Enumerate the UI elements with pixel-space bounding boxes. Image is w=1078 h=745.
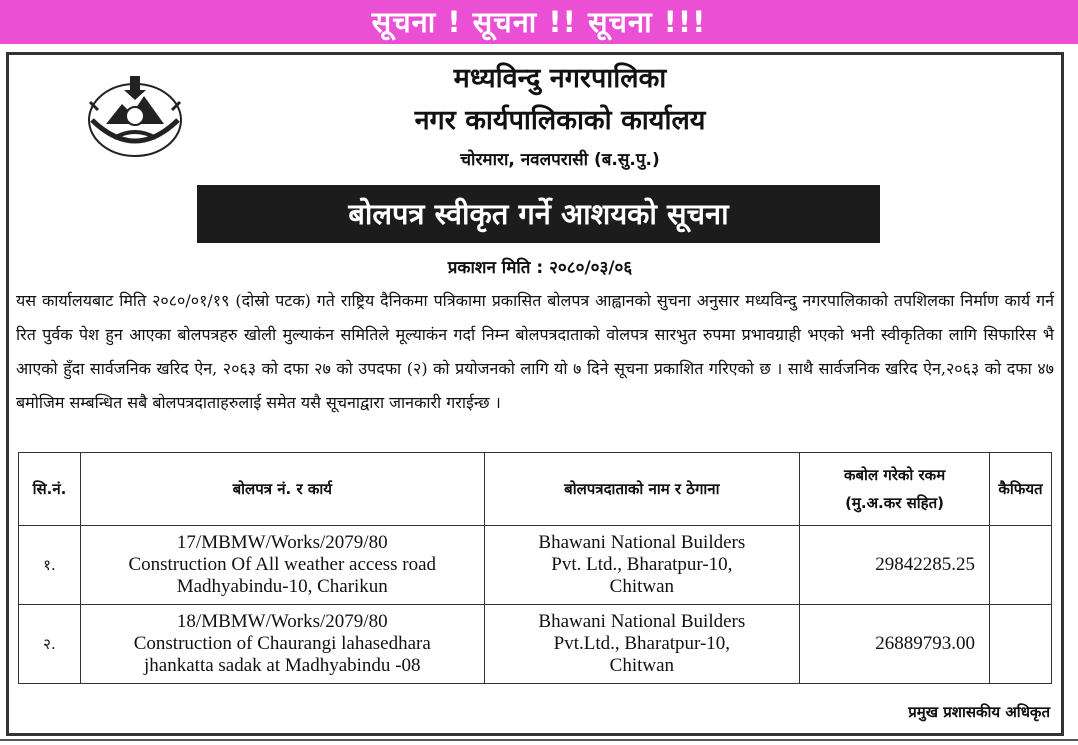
publish-date: प्रकाशन मिति : २०८०/०३/०६ bbox=[447, 258, 633, 278]
row-work bbox=[80, 605, 484, 684]
row-remarks bbox=[990, 526, 1052, 605]
notice-body: यस कार्यालयबाट मिति २०८०/०१/१९ (दोस्रो पटक) गते राष्ट्रिय दैनिकमा पत्रिकामा प्रकासित बोलपत्र आह्वानको सुचना अनुसार मध्यविन्दु नगरपालिकाको तपशिलका निर्माण कार्य गर्न रित पुर्वक पेश हुन आएका बोलपत्रहरु खोली मुल्याकंन समितिले मूल्याकंन गर्दा निम्न बोलपत्रदाताको वोलपत्र सारभुत रुपमा प्रभावग्राही भएको भनी स्वीकृतिका लागि सिफारिस भै आएको हुँदा सार्वजनिक खरिद ऐन, २०६३ को दफा २७ को उपदफा (२) को प्रयोजनको लागि यो ७ दिने सूचना प्रकाशित गरिएको छ । साथै सार्वजनिक खरिद ऐन,२०६३ को दफा ४७ बमोजिम सम्बन्धित सबै बोलपत्रदाताहरुलाई समेत यसै सूचनाद्वारा जानकारी गराईन्छ । bbox=[16, 291, 1054, 412]
table-row bbox=[19, 526, 1052, 605]
header-work: बोलपत्र नं. र कार्य bbox=[80, 453, 484, 526]
row-bidder-line3: Chitwan bbox=[609, 576, 675, 597]
row-remarks bbox=[990, 605, 1052, 684]
row-work-line2: jhankatta sadak at Madhyabindu -08 bbox=[144, 655, 421, 676]
row-work-no: 17/MBMW/Works/2079/80 bbox=[176, 532, 388, 553]
row-bidder-line1: Bhawani National Builders bbox=[538, 532, 746, 553]
signatory-title: प्रमुख प्रशासकीय अधिकृत bbox=[908, 703, 1050, 721]
table-row bbox=[19, 605, 1052, 684]
notice-banner: सूचना ! सूचना !! सूचना !!! bbox=[0, 0, 1078, 44]
header-sn: सि.नं. bbox=[19, 453, 81, 526]
row-bidder bbox=[484, 605, 800, 684]
bid-table bbox=[18, 452, 1052, 684]
row-bidder-line2: Pvt. Ltd., Bharatpur-10, bbox=[551, 554, 733, 575]
office-subtitle: नगर कार्यपालिकाको कार्यालय bbox=[414, 105, 706, 136]
header-bidder: बोलपत्रदाताको नाम र ठेगाना bbox=[484, 453, 800, 526]
header-amount bbox=[800, 453, 990, 526]
government-emblem-icon bbox=[84, 66, 186, 162]
row-sn: १. bbox=[19, 526, 81, 605]
bottom-divider bbox=[0, 739, 1078, 741]
row-bidder-line1: Bhawani National Builders bbox=[538, 611, 746, 632]
row-work-line1: Construction of Chaurangi lahasedhara bbox=[133, 633, 431, 654]
row-work-line2: Madhyabindu-10, Charikun bbox=[176, 576, 388, 597]
header-amount-line2: (मु.अ.कर सहित) bbox=[845, 494, 945, 512]
row-bidder bbox=[484, 526, 800, 605]
notice-title: बोलपत्र स्वीकृत गर्ने आशयको सूचना bbox=[197, 185, 880, 243]
table-header-row bbox=[19, 453, 1052, 526]
row-amount: 26889793.00 bbox=[800, 605, 990, 684]
office-name: मध्यविन्दु नगरपालिका bbox=[453, 63, 667, 94]
header-remarks: कैफियत bbox=[990, 453, 1052, 526]
row-work-no: 18/MBMW/Works/2079/80 bbox=[176, 611, 388, 632]
row-sn: २. bbox=[19, 605, 81, 684]
row-work bbox=[80, 526, 484, 605]
header-amount-line1: कबोल गरेको रकम bbox=[843, 466, 946, 484]
row-work-line1: Construction Of All weather access road bbox=[128, 554, 437, 575]
row-bidder-line2: Pvt.Ltd., Bharatpur-10, bbox=[553, 633, 731, 654]
office-address: चोरमारा, नवलपरासी (ब.सु.पु.) bbox=[460, 150, 660, 170]
row-bidder-line3: Chitwan bbox=[609, 655, 675, 676]
row-amount: 29842285.25 bbox=[800, 526, 990, 605]
